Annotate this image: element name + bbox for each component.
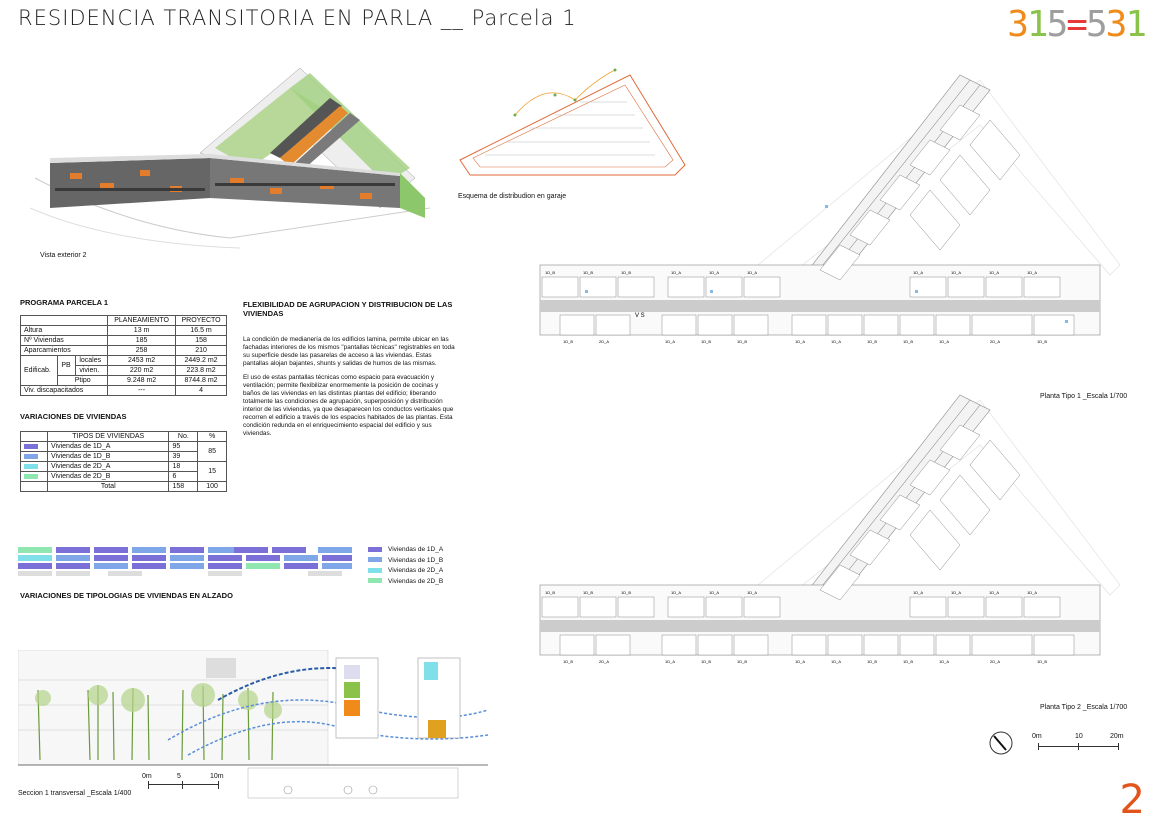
unit-label: 1D_B <box>903 339 914 344</box>
scale-label: 20m <box>1110 733 1124 740</box>
unit-label: 1D_A <box>747 590 758 595</box>
unit-label: 1D_B <box>545 270 556 275</box>
logo-equal: = <box>1066 4 1086 45</box>
swatch <box>21 452 48 462</box>
unit-label: 2D_A <box>990 339 1001 344</box>
unit-label: 1D_A <box>939 659 950 664</box>
legend-label: Viviendas de 1D_A <box>388 546 444 553</box>
unit-label: 1D_A <box>989 590 1000 595</box>
caption-planta2: Planta Tipo 2 _Escala 1/700 <box>1040 704 1128 711</box>
scale-label: 10m <box>210 773 224 780</box>
cell-pct: 85 <box>198 442 227 462</box>
swatch <box>21 442 48 452</box>
row-label: Aparcamientos <box>21 346 108 356</box>
table-row <box>21 462 227 472</box>
legend-label: Viviendas de 1D_B <box>388 556 444 564</box>
alzado-strip <box>18 547 353 577</box>
cell-no: 6 <box>169 472 198 482</box>
unit-label: 1D_A <box>1027 270 1038 275</box>
cell-proy: 16.5 m <box>176 326 227 336</box>
table-row <box>21 346 227 356</box>
unit-label: 1D_A <box>989 270 1000 275</box>
caption-seccion: Seccion 1 transversal _Escala 1/400 <box>18 790 132 797</box>
unit-label: 1D_B <box>621 590 632 595</box>
unit-label: 1D_A <box>709 270 720 275</box>
logo-digit: 3 <box>1105 4 1126 45</box>
alzado-legend <box>368 545 443 587</box>
legend-label: Viviendas de 2D_B <box>388 577 444 585</box>
unit-label: 2D_A <box>599 659 610 664</box>
logo-digit: 1 <box>1125 4 1145 45</box>
row-sublabel: locales <box>76 356 108 366</box>
cell-plan: --- <box>108 386 176 396</box>
variaciones-heading: VARIACIONES DE VIVIENDAS <box>20 412 127 421</box>
table-row <box>21 472 227 482</box>
col-no: No. <box>169 432 198 442</box>
variaciones-table <box>20 431 227 492</box>
row-sublabel: PB <box>58 356 76 376</box>
page-title: RESIDENCIA TRANSITORIA EN PARLA __ Parcela 1 <box>18 6 577 30</box>
unit-label: 1D_A <box>939 339 950 344</box>
unit-label: 1D_A <box>951 270 962 275</box>
logo-digit: 1 <box>1026 4 1047 45</box>
caption-planta1: Planta Tipo 1 _Escala 1/700 <box>1040 393 1128 400</box>
table-row <box>21 452 227 462</box>
row-sublabel: vivien. <box>76 366 108 376</box>
col-planeamiento: PLANEAMIENTO <box>108 316 176 326</box>
unit-label: 1D_A <box>951 590 962 595</box>
row-label: Viviendas de 1D_A <box>48 442 169 452</box>
unit-label: 1D_B <box>563 339 574 344</box>
row-label: Total <box>48 482 169 492</box>
unit-label: 1D_A <box>831 659 842 664</box>
unit-label: 1D_B <box>701 659 712 664</box>
plan-scale <box>1030 733 1130 753</box>
unit-label: 1D_B <box>563 659 574 664</box>
scale-label: 0m <box>1032 733 1042 740</box>
programa-heading: PROGRAMA PARCELA 1 <box>20 298 109 307</box>
unit-label: 1D_B <box>737 339 748 344</box>
swatch <box>21 482 48 492</box>
unit-label: 1D_A <box>665 339 676 344</box>
alzado-heading: VARIACIONES DE TIPOLOGIAS DE VIVIENDAS EN ALZADO <box>20 591 233 600</box>
table-row <box>21 326 227 336</box>
unit-label: 1D_A <box>671 270 682 275</box>
row-label: Altura <box>21 326 108 336</box>
swatch <box>21 472 48 482</box>
exterior-render <box>30 58 440 253</box>
unit-label: 1D_B <box>1037 659 1048 664</box>
table-row <box>21 386 227 396</box>
unit-label: 1D_B <box>867 339 878 344</box>
section-drawing <box>18 650 493 800</box>
unit-label: 1D_A <box>913 590 924 595</box>
unit-label: 1D_A <box>747 270 758 275</box>
north-arrow-icon <box>988 730 1014 756</box>
cell-plan: 13 m <box>108 326 176 336</box>
cell-proy: 210 <box>176 346 227 356</box>
row-label: Edificab. <box>21 356 58 386</box>
flex-heading: FLEXIBILIDAD DE AGRUPACION Y DISTRIBUCION DE LAS VIVIENDAS <box>243 300 453 318</box>
unit-label: 1D_B <box>737 659 748 664</box>
vs-label: V S <box>635 313 645 319</box>
unit-label: 1D_A <box>913 270 924 275</box>
col-proyecto: PROYECTO <box>176 316 227 326</box>
col-pct: % <box>198 432 227 442</box>
unit-label: 1D_B <box>867 659 878 664</box>
caption-vista: Vista exterior 2 <box>40 252 87 259</box>
row-sublabel: Ptipo <box>58 376 108 386</box>
flex-paragraph-2: El uso de estas pantallas técnicas como espacio para evacuación y ventilación; permite flexibilizar enormemente la posición de cocinas y baños de las viviendas en las distintas plantas del edificio; liberando totalmente las condiciones de agrupación, superposición y distribución interior de las viviendas, ya que desaparecen los conductos verticales que recorren el edificio a través de los espacios habitados de las plantas. Esta condición redunda en el enriquecimiento espacial del edificio y sus viviendas. <box>243 374 454 437</box>
cell-no: 39 <box>169 452 198 462</box>
col-tipos: TIPOS DE VIVIENDAS <box>48 432 169 442</box>
page-number: 2 <box>1119 777 1145 823</box>
row-label: Nº Viviendas <box>21 336 108 346</box>
table-row <box>21 442 227 452</box>
unit-label: 1D_A <box>671 590 682 595</box>
unit-label: 1D_A <box>831 339 842 344</box>
cell-no: 18 <box>169 462 198 472</box>
cell-pct: 100 <box>198 482 227 492</box>
table-row <box>21 356 227 366</box>
cell-plan: 185 <box>108 336 176 346</box>
unit-label: 1D_B <box>583 270 594 275</box>
cell-plan: 2453 m2 <box>108 356 176 366</box>
cell-plan: 258 <box>108 346 176 356</box>
cell-no: 95 <box>169 442 198 452</box>
flex-paragraph-1: La condición de medianería de los edificios lamina, permite ubicar en las fachadas interiores de los mismos "pantallas técnicas" registrables en toda su superficie desde las pasarelas de acceso a las viviendas. Estas pantallas alojan bajantes, shunts y salidas de humos de las mismas. <box>243 336 455 367</box>
unit-label: 1D_B <box>583 590 594 595</box>
logo-digit: 3 <box>1007 4 1027 45</box>
unit-label: 1D_A <box>795 659 806 664</box>
unit-label: 1D_A <box>795 339 806 344</box>
cell-plan: 9.248 m2 <box>108 376 176 386</box>
unit-label: 1D_B <box>903 659 914 664</box>
logo-digit: 5 <box>1046 4 1067 45</box>
table-row <box>21 336 227 346</box>
unit-label: 1D_B <box>545 590 556 595</box>
unit-label: 1D_A <box>1027 590 1038 595</box>
swatch <box>21 462 48 472</box>
cell-proy: 8744.8 m2 <box>176 376 227 386</box>
caption-garaje: Esquema de distribudion en garaje <box>458 193 567 200</box>
row-label: Viviendas de 2D_A <box>48 462 169 472</box>
unit-label: 2D_A <box>990 659 1001 664</box>
cell-proy: 4 <box>176 386 227 396</box>
unit-label: 1D_B <box>621 270 632 275</box>
cell-proy: 158 <box>176 336 227 346</box>
legend-item <box>368 566 443 577</box>
unit-label: 1D_B <box>1037 339 1048 344</box>
unit-label: 1D_A <box>709 590 720 595</box>
unit-label: 1D_B <box>701 339 712 344</box>
legend-item <box>368 577 443 588</box>
unit-label: 1D_A <box>665 659 676 664</box>
programa-table <box>20 315 227 396</box>
cell-no: 158 <box>169 482 198 492</box>
legend-item <box>368 545 443 556</box>
swatch-col <box>21 432 48 442</box>
floor-plan-1 <box>520 65 1130 380</box>
cell-proy: 223.8 m2 <box>176 366 227 376</box>
flex-text <box>243 336 455 444</box>
unit-label: 2D_A <box>599 339 610 344</box>
table-row <box>21 482 227 492</box>
scale-label: 10 <box>1075 733 1083 740</box>
logo <box>1007 4 1145 45</box>
scale-label: 0m <box>142 773 152 780</box>
legend-item <box>368 556 443 567</box>
scale-label: 5 <box>177 773 181 780</box>
row-label: Viviendas de 1D_B <box>48 452 169 462</box>
floor-plan-2 <box>520 385 1130 700</box>
cell-plan: 220 m2 <box>108 366 176 376</box>
legend-label: Viviendas de 2D_A <box>388 567 444 574</box>
logo-digit: 5 <box>1085 4 1106 45</box>
cell-proy: 2449.2 m2 <box>176 356 227 366</box>
cell-pct: 15 <box>198 462 227 482</box>
row-label: Viv. discapacitados <box>21 386 108 396</box>
table-header-empty <box>21 316 108 326</box>
row-label: Viviendas de 2D_B <box>48 472 169 482</box>
